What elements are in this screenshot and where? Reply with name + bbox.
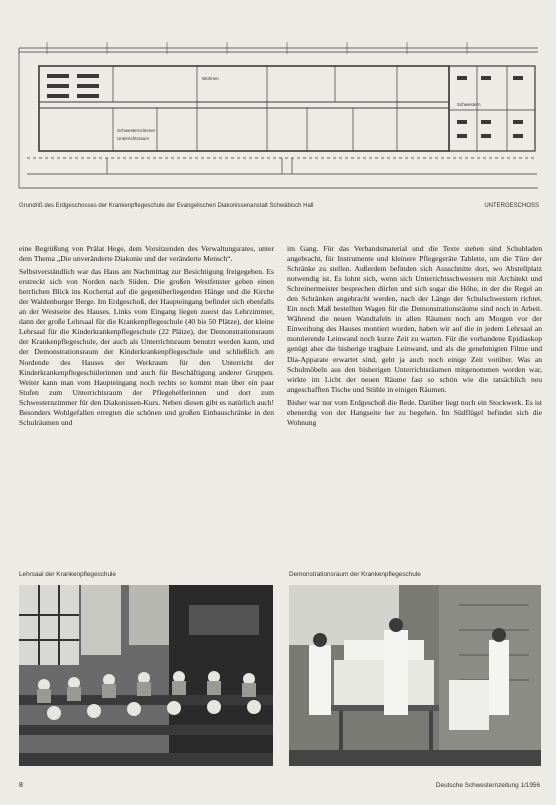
plan-label-schwestern: Schwestern	[457, 102, 481, 107]
photo-caption-left: Lehrsaal der Krankenpflegeschule	[19, 571, 116, 578]
classroom-photo	[19, 585, 273, 766]
page-number: 8	[19, 782, 23, 789]
photo-caption-right: Demonstrationsraum der Krankenpflegeschule	[289, 571, 421, 578]
paragraph: im Gang. Für das Verbandsmaterial und die Texte stehen sind Schubladen angebracht, für Instrumente und kleinere Pflegegeräte Tablette, um die Türe der Schränke zu stellen. Außerdem befinden sich Ausschnitte dort, wo Abstellplatz notwendig ist. Es lohnt sich, wenn sich Unterrichtsschwestern mit Architekt und Schreinermeister besprechen dürfen und sich sogar die Höhe, in der die Regel an den Schränken angebracht werden, nach der Länge der Schulschwestern richtet. Ein noch Maß bestellten Wagen für die Demonstrationsräume sind noch in Arbeit. Während die neuen Wandtafeln in allen Räumen noch am Morgen vor der Einweihung des Hauses montiert wurden, haben wir auf die in jedem Lehrsaal an montierende Leinwand noch kurze Zeit zu warten. Für die vorhandene Epidiaskop genügt aber die bisherige tragbare Leinwand, und als die genehmigten Filme und Dia-Apparate erwartet sind, geht ja auch noch einige Zeit vorüber. Was an Schulmöbeln aus den bisherigen Unterrichtsräumen mitgenommen worden war, wirkte im Licht der neuen Räume fast so schön wie die tatsächlich neu angeschafften Tische und Stühle in einigen Räumen.	[287, 244, 542, 394]
paragraph: Bisher war nur vom Erdgeschoß die Rede. Darüber liegt noch ein Stockwerk. Es ist ebenerdig von der Hangseite her zu begehen. Im Südflügel befindet sich die Wohnung	[287, 397, 542, 427]
journal-footer: Deutsche Schwesternzeitung 1/1956	[435, 782, 540, 789]
text-column-right	[287, 244, 542, 431]
plan-label-wohnen: Wohnen	[202, 76, 219, 81]
text-column-left	[19, 244, 274, 431]
plan-label-room-a: Schwesternzimmer	[117, 128, 156, 133]
floor-plan	[17, 40, 540, 200]
plan-caption: Grundriß des Erdgeschosses der Krankenpflegeschule der Evangelischen Diakonissenanstalt Schwäbisch Hall	[19, 203, 314, 209]
demonstration-room-photo	[289, 585, 541, 766]
plan-caption-row	[19, 203, 539, 215]
paragraph: Selbstverständlich war das Haus am Nachmittag zur Besichtigung freigegeben. Es erstreckt sich von Norden nach Süden. Die großen Westfenster geben einen herrlichen Blick ins Kochertal auf die gegenüberliegenden Hänge und die Kirche der Waldenburger Berge. Im Erdgeschoß, der Haupteingang befindet sich ebenfalls an der Westseite des Hauses. Links vom Eingang liegen zuerst das Lehrzimmer, dann der große Lehrsaal für die Krankenpflegeschule (40 bis 50 Plätze), der kleine Lehrsaal für die Kinderkrankenpflegeschule (22 Plätze), der Demonstrationsraum der Krankenpflegeschule, der auch als Unterrichtsraum benutzt werden kann, und der Demonstrationsraum der Kinderkrankenpflegeschule und schließlich am Nordende des Hauses der Werkraum für den Unterricht der Kinderkrankenpflegeschülerinnen und auch für Beschäftigung anderer Gruppen. Weiter kann man vom Haupteingang noch rechts so kommt man über ein paar Stufen zum Unterrichtsraum der Pflegehelferinnen und dort zum Schwesternzimmer für den Diakonissen-Kurs. Neben diesen gibt es natürlich auch! Besonders Wohlgefallen erregten die schönen und großen Einbauschränke in den Schulräumen und	[19, 267, 274, 427]
plan-label-room-b: Unterrichtsraum	[117, 136, 150, 141]
plan-caption-right: UNTERGESCHOSS	[484, 203, 539, 209]
paragraph: eine Begrüßung von Prälat Hege, dem Vorsitzenden des Verwaltungsrates, unter dem Thema „Die unveränderte Diakonie und der veränderte Mensch“.	[19, 244, 274, 264]
